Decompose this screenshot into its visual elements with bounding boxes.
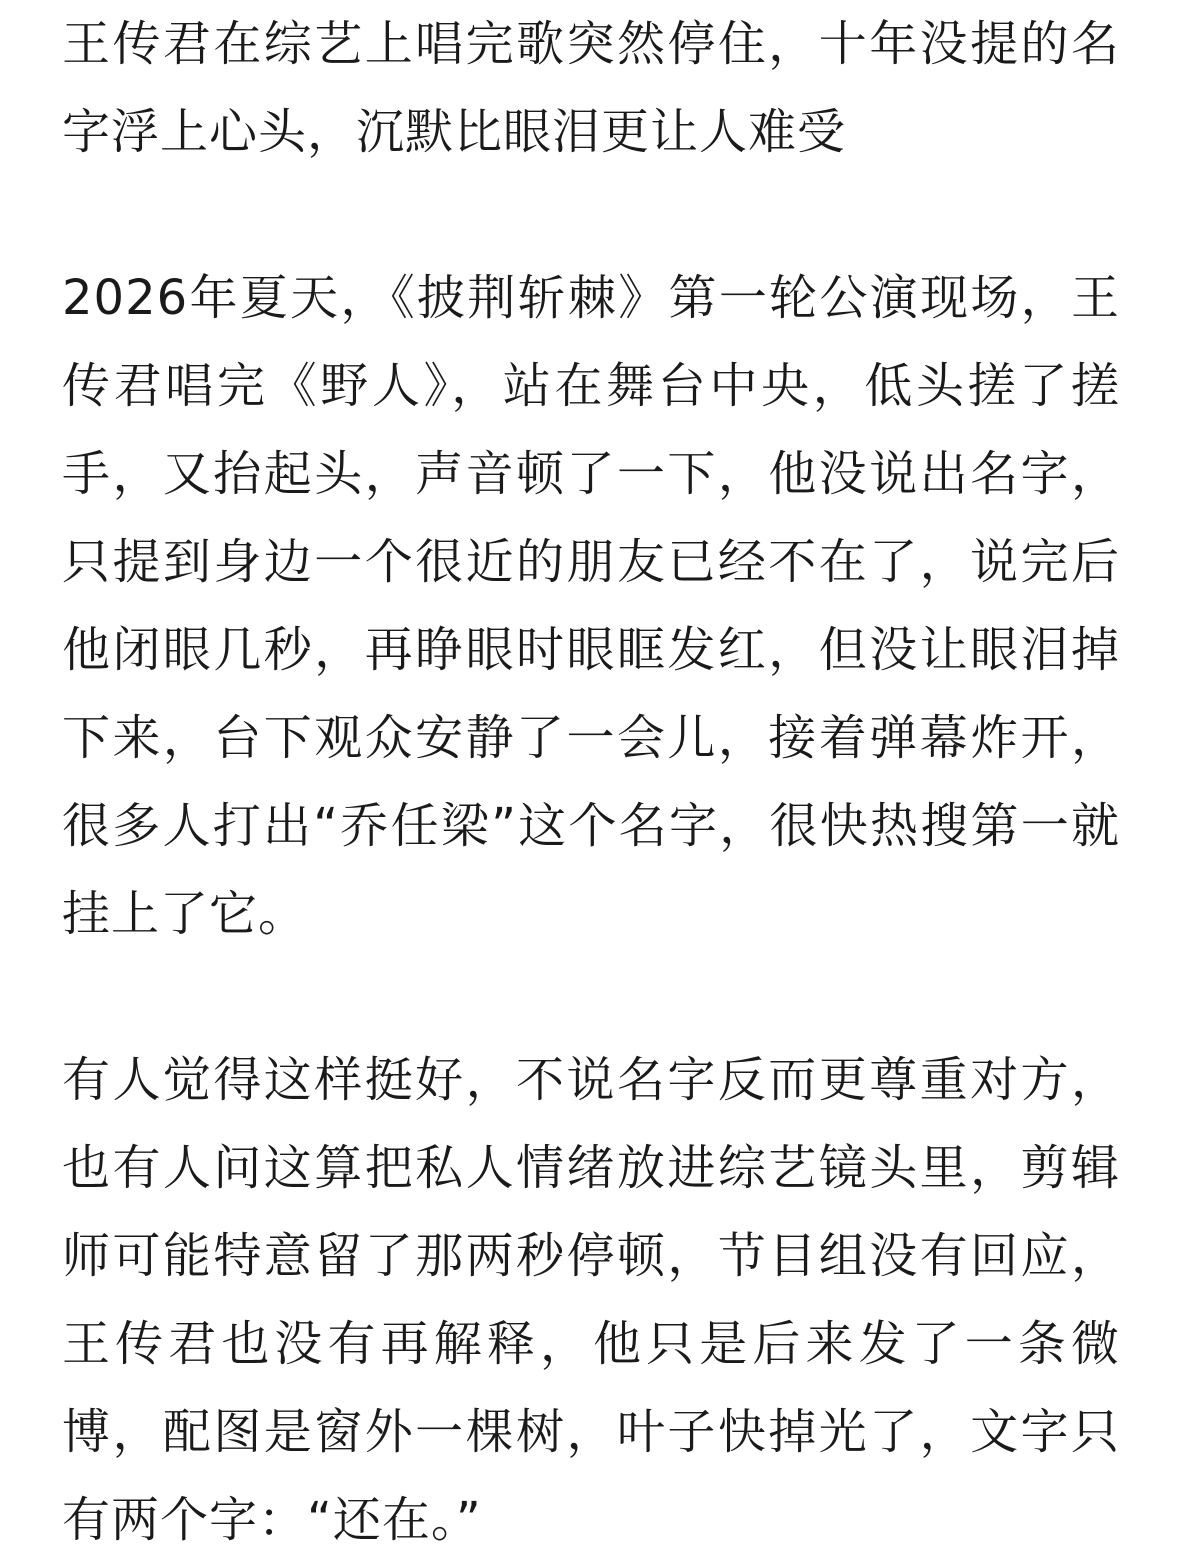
article-paragraph-2: 有人觉得这样挺好，不说名字反而更尊重对方，也有人问这算把私人情绪放进综艺镜头里，剪辑师可能特意留了那两秒停顿，节目组没有回应，王传君也没有再解释，他只是后来发了一条微博，配图是窗外一棵树，叶子快掉光了，文字只有两个字：“还在。” [62, 1052, 1120, 1548]
article-title: 王传君在综艺上唱完歌突然停住，十年没提的名字浮上心头，沉默比眼泪更让人难受 [62, 16, 1120, 160]
article-body [62, 0, 1120, 1564]
article-paragraph-1: 2026年夏天，《披荆斩棘》第一轮公演现场，王传君唱完《野人》，站在舞台中央，低头搓了搓手，又抬起头，声音顿了一下，他没说出名字，只提到身边一个很近的朋友已经不在了，说完后他闭眼几秒，再睁眼时眼眶发红，但没让眼泪掉下来，台下观众安静了一会儿，接着弹幕炸开，很多人打出“乔任梁”这个名字，很快热搜第一就挂上了它。 [62, 270, 1120, 942]
